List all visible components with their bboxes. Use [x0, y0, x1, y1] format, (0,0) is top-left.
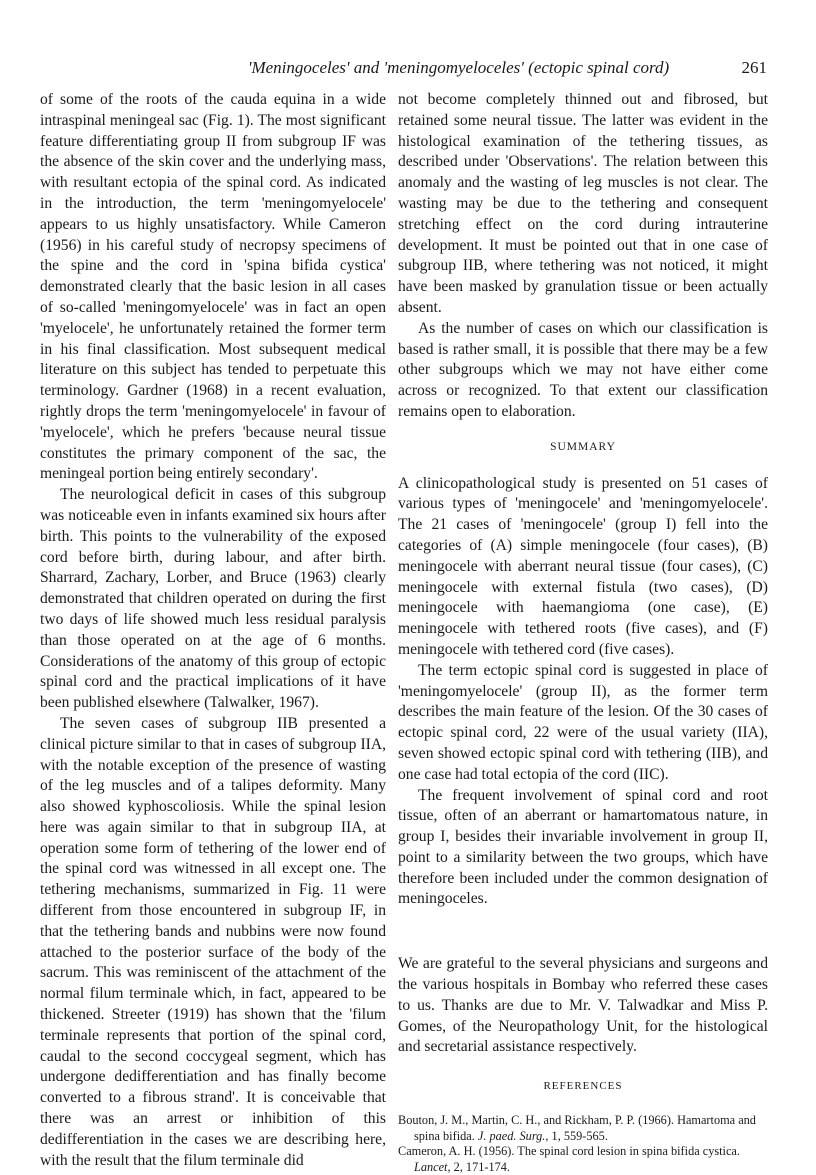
- page-header: [40, 58, 767, 84]
- reference-authors: Bouton, J. M., Martin, C. H., and Rickham, P. P. (1966). Hamartoma and spina bifida.: [398, 1113, 756, 1143]
- body-paragraph: not become completely thinned out and fibrosed, but retained some neural tissue. The latter was evident in the histological examination of the tethering tissues, as described under 'Observations'. The relation between this anomaly and the wasting of leg muscles is not clear. The wasting may be due to the tethering and consequent stretching effect on the cord during intrauterine development. It must be pointed out that in one case of subgroup IIB, where tethering was not noticed, it might have been masked by granulation tissue or been actually absent.: [398, 91, 768, 316]
- page-number: 261: [741, 58, 767, 77]
- references-heading: REFERENCES: [543, 1080, 623, 1093]
- acknowledgement: We are grateful to the several physicians and surgeons and the various hospitals in Bombay who referred these cases to us. Thanks are due to Mr. V. Talwadkar and Miss P. Gomes, of the Neuropathology Unit, for the histological and secretarial assistance respectively.: [398, 955, 768, 1056]
- body-paragraph: As the number of cases on which our classification is based is rather small, it is possible that there may be a few other subgroups which we may not have either come across or recognized. To that extent our classification remains open to elaboration.: [398, 319, 768, 420]
- reference-authors: Cameron, A. H. (1956). The spinal cord lesion in spina bifida cystica.: [398, 1144, 740, 1159]
- body-paragraph: The neurological deficit in cases of this subgroup was noticeable even in infants examined six hours after birth. This points to the vulnerability of the exposed cord before birth, during labour, and after birth. Sharrard, Zachary, Lorber, and Bruce (1963) clearly demonstrated that children operated on during the first two days of life showed much less residual paralysis than those operated on at the age of 6 months. Considerations of the anatomy of this group of ectopic spinal cord and the practical implications of it have been published elsewhere (Talwalker, 1967).: [40, 486, 386, 712]
- right-column: [398, 90, 768, 1175]
- reference-journal: J. paed. Surg.,: [477, 1128, 549, 1143]
- reference-citation: 2, 171-174.: [453, 1159, 510, 1174]
- reference-item: [398, 1144, 768, 1175]
- body-paragraph: of some of the roots of the cauda equina in a wide intraspinal meningeal sac (Fig. 1). The most significant feature differentiating group II from subgroup IF was the absence of the skin cover and the underlying mass, with resultant ectopia of the spinal cord. As indicated in the introduction, the term 'meningomyelocele' appears to us highly unsatisfactory. While Cameron (1956) in his careful study of necropsy specimens of the spine and the cord in 'spina bifida cystica' demonstrated clearly that the basic lesion in all cases of so-called 'meningomyelocele' was in fact an open 'myelocele', he unfortunately retained the former term in his final classification. Most subsequent medical literature on this subject has tended to perpetuate this terminology. Gardner (1968) in a recent evaluation, rightly drops the term 'meningomyelocele' in favour of 'myelocele', which he prefers 'because neural tissue constitutes the primary component of the sac, the meningeal portion being entirely secondary'.: [40, 91, 386, 483]
- running-title: 'Meningoceles' and 'meningomyeloceles' (ectopic spinal cord): [247, 58, 670, 77]
- summary-heading: SUMMARY: [550, 440, 616, 453]
- reference-journal: Lancet,: [414, 1159, 451, 1174]
- left-column: [40, 90, 386, 1171]
- summary-paragraph: The term ectopic spinal cord is suggested in place of 'meningomyelocele' (group II), as the former term describes the main feature of the lesion. Of the 30 cases of ectopic spinal cord, 22 were of the usual variety (IIA), seven showed ectopic spinal cord with tethering (IIB), and one case had total ectopia of the cord (IIC).: [398, 661, 768, 783]
- reference-citation: 1, 559-565.: [551, 1128, 608, 1143]
- body-paragraph: The seven cases of subgroup IIB presented a clinical picture similar to that in cases of subgroup IIA, with the notable exception of the presence of wasting of the leg muscles and of a talipes deformity. Many also showed kyphoscoliosis. While the spinal lesion here was again similar to that in subgroup IIA, at operation some form of tethering of the lower end of the spinal cord was witnessed in all except one. The tethering mechanisms, summarized in Fig. 11 were different from those encountered in subgroup IF, in that the tethering bands and nubbins were now found attached to the posterior surface of the body of the sacrum. This was reminiscent of the attachment of the normal filum terminale which, in fact, appeared to be thickened. Streeter (1919) has shown that the 'filum terminale represents that portion of the spinal cord, caudal to the second coccygeal segment, which has undergone dedifferentiation and has finally become converted to a fibrous strand'. It is conceivable that there was an arrest or inhibition of this dedifferentiation in the cases we are describing here, with the result that the filum terminale did: [40, 714, 386, 1169]
- summary-paragraph: A clinicopathological study is presented on 51 cases of various types of 'meningocele' and 'meningomyelocele'. The 21 cases of 'meningocele' (group I) fell into the categories of (A) simple meningocele (four cases), (B) meningocele with aberrant neural tissue (four cases), (C) meningocele with external fistula (two cases), (D) meningocele with haemangioma (one case), (E) meningocele with tethered roots (five cases), and (F) meningocele with tethered cord (five cases).: [398, 474, 768, 658]
- summary-paragraph: The frequent involvement of spinal cord and root tissue, often of an aberrant or hamartomatous nature, in group I, besides their invariable involvement in group II, point to a similarity between the two groups, which have therefore been included under the common designation of meningoceles.: [398, 786, 768, 908]
